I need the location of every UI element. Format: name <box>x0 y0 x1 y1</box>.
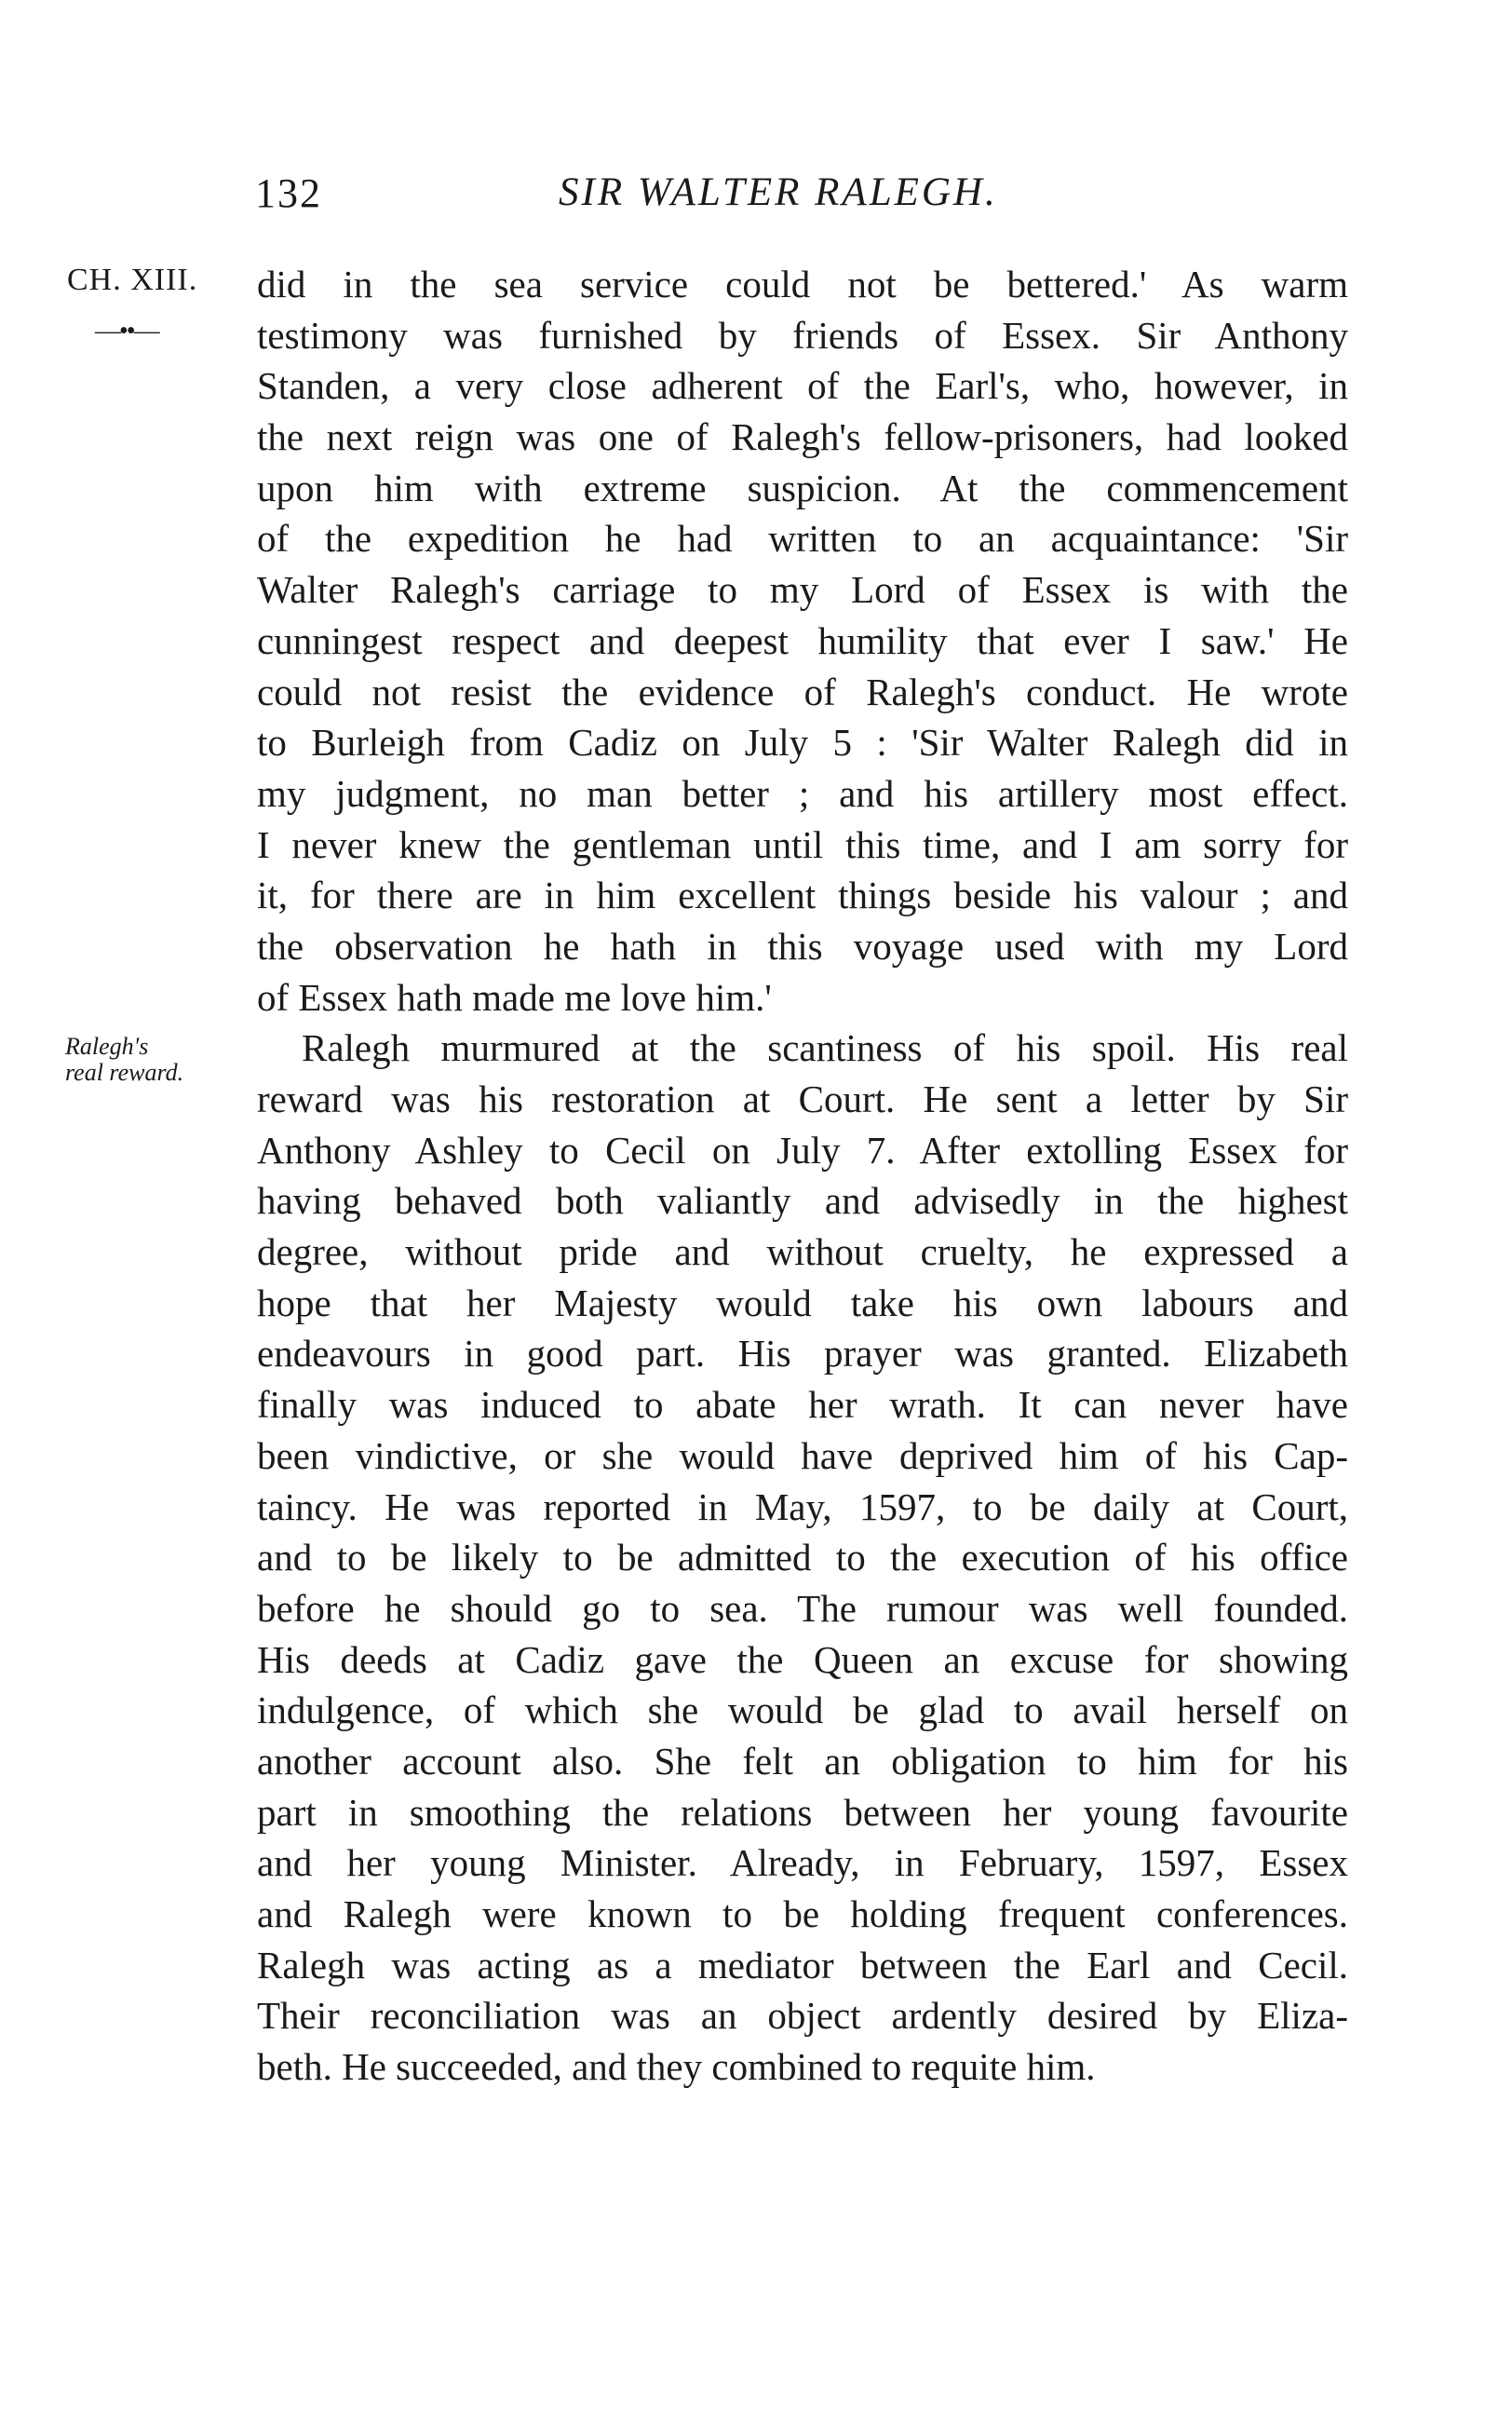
text-line: the next reign was one of Ralegh's fellow-prisoners, had looked <box>257 415 1348 459</box>
text-line: it, for there are in him excellent things beside his valour ; and <box>257 874 1348 917</box>
text-line: having behaved both valiantly and advisedly in the highest <box>257 1179 1348 1223</box>
text-line: the observation he hath in this voyage used with my Lord <box>257 924 1348 968</box>
text-line: endeavours in good part. His prayer was granted. Elizabeth <box>257 1332 1348 1376</box>
body-text <box>257 259 1348 2093</box>
text-line: of the expedition he had written to an acquaintance: 'Sir <box>257 517 1348 561</box>
margin-sidenote <box>65 1034 242 1086</box>
text-line: and her young Minister. Already, in February, 1597, Essex <box>257 1841 1348 1885</box>
running-title: SIR WALTER RALEGH. <box>559 170 998 214</box>
text-line: finally was induced to abate her wrath. It can never have <box>257 1383 1348 1427</box>
text-line: Walter Ralegh's carriage to my Lord of Essex is with the <box>257 568 1348 612</box>
text-line: another account also. She felt an obligation to him for his <box>257 1739 1348 1783</box>
text-line: of Essex hath made me love him.' <box>257 975 772 1019</box>
text-line: and to be likely to be admitted to the execution of his office <box>257 1536 1348 1579</box>
text-line: testimony was furnished by friends of Essex. Sir Anthony <box>257 313 1348 357</box>
text-line: cunningest respect and deepest humility that ever I saw.' He <box>257 618 1348 662</box>
text-line: to Burleigh from Cadiz on July 5 : 'Sir Walter Ralegh did in <box>257 721 1348 765</box>
text-line: indulgence, of which she would be glad to avail herself on <box>257 1688 1348 1732</box>
page-number: 132 <box>255 170 322 216</box>
chapter-ornament: —••— <box>95 317 158 346</box>
text-line: taincy. He was reported in May, 1597, to be daily at Court, <box>257 1484 1348 1528</box>
text-line: Ralegh was acting as a mediator between the Earl and Cecil. <box>257 1943 1348 1986</box>
text-line: could not resist the evidence of Ralegh's conduct. He wrote <box>257 670 1348 713</box>
text-line: reward was his restoration at Court. He sent a letter by Sir <box>257 1078 1348 1120</box>
sidenote-line: Ralegh's <box>65 1033 149 1060</box>
text-line: my judgment, no man better ; and his artillery most effect. <box>257 771 1348 815</box>
text-line: Anthony Ashley to Cecil on July 7. After extolling Essex for <box>257 1128 1348 1172</box>
text-line: did in the sea service could not be bettered.' As warm <box>257 263 1348 305</box>
text-line: I never knew the gentleman until this time, and I am sorry for <box>257 822 1348 866</box>
text-line: before he should go to sea. The rumour was well founded. <box>257 1586 1348 1630</box>
text-line: Their reconciliation was an object ardently desired by Eliza- <box>257 1994 1348 2038</box>
text-line: His deeds at Cadiz gave the Queen an excuse for showing <box>257 1637 1348 1681</box>
sidenote-line: real reward. <box>65 1059 184 1086</box>
text-line: been vindictive, or she would have deprived him of his Cap- <box>257 1433 1348 1477</box>
text-line: and Ralegh were known to be holding frequent conferences. <box>257 1892 1348 1935</box>
text-line: upon him with extreme suspicion. At the commencement <box>257 466 1348 509</box>
text-line: beth. He succeeded, and they combined to requite him. <box>257 2045 1096 2089</box>
text-line: part in smoothing the relations between her young favourite <box>257 1790 1348 1834</box>
paragraph-start-line: Ralegh murmured at the scantiness of his spoil. His real <box>302 1026 1348 1070</box>
text-line: Standen, a very close adherent of the Earl's, who, however, in <box>257 364 1348 408</box>
text-line: hope that her Majesty would take his own labours and <box>257 1281 1348 1324</box>
text-line: degree, without pride and without cruelty, he expressed a <box>257 1230 1348 1274</box>
chapter-marker: CH. XIII. <box>67 263 198 297</box>
